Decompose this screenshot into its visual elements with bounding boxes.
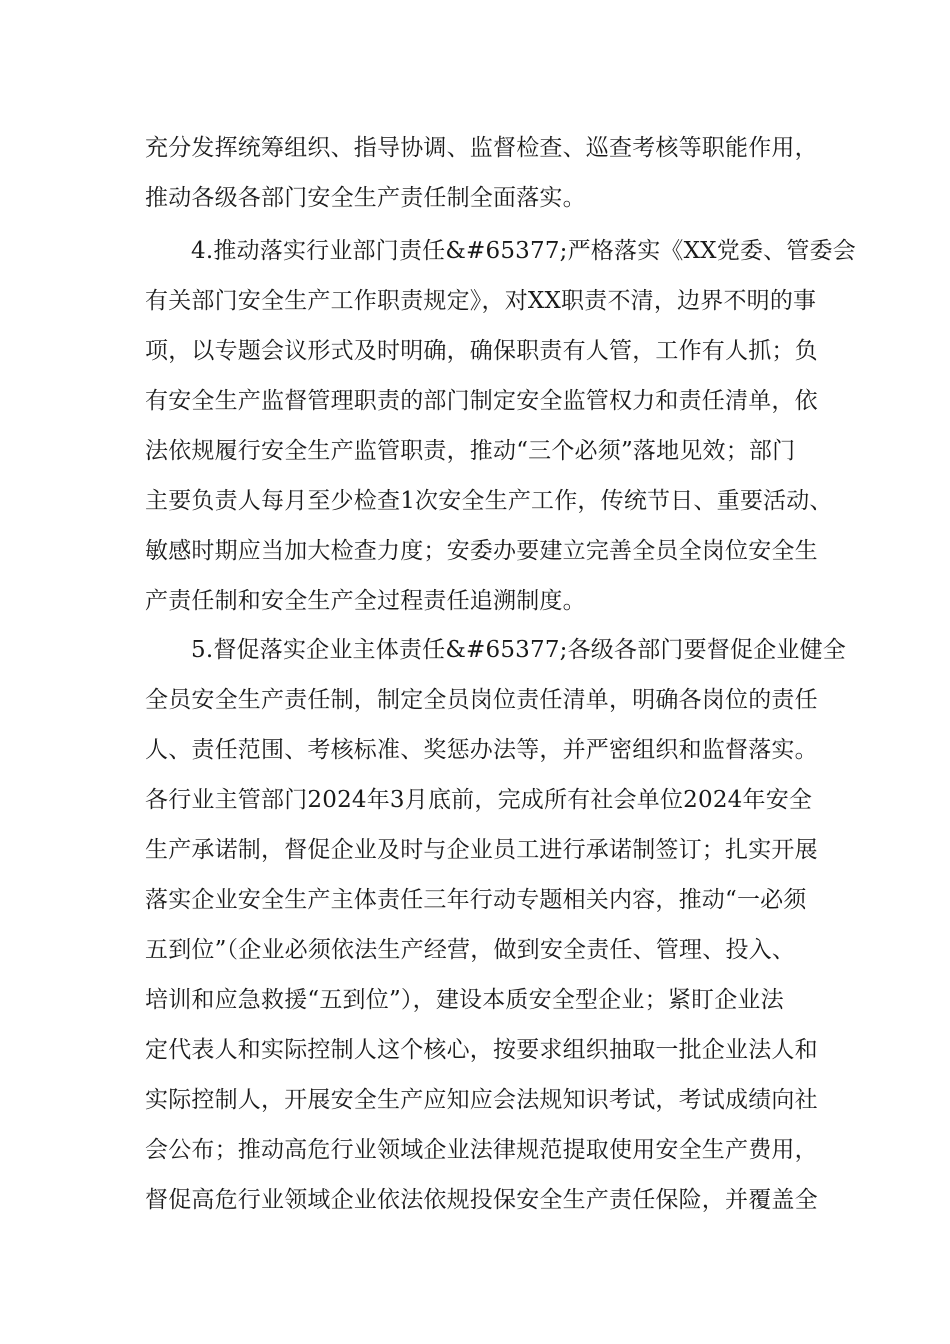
paragraph-4-heading-line: 4.推动落实行业部门责任&#65377;严格落实《XX党委、管委会 <box>191 238 856 264</box>
text-line: 督促高危行业领域企业依法依规投保安全生产责任保险，并覆盖全 <box>145 1187 818 1213</box>
text-line: 推动各级各部门安全生产责任制全面落实。 <box>145 185 586 211</box>
text-line: 敏感时期应当加大检查力度；安委办要建立完善全员全岗位安全生 <box>145 538 818 564</box>
text-line: 项，以专题会议形式及时明确，确保职责有人管，工作有人抓；负 <box>145 338 818 364</box>
paragraph-5-heading-line: 5.督促落实企业主体责任&#65377;各级各部门要督促企业健全 <box>191 637 847 663</box>
text-line: 五到位”（企业必须依法生产经营，做到安全责任、管理、投入、 <box>145 937 796 963</box>
text-line: 人、责任范围、考核标准、奖惩办法等，并严密组织和监督落实。 <box>145 737 818 763</box>
text-line: 落实企业安全生产主体责任三年行动专题相关内容，推动“一必须 <box>145 887 807 913</box>
text-line: 法依规履行安全生产监管职责，推动“三个必须”落地见效；部门 <box>145 438 796 464</box>
text-line: 培训和应急救援“五到位”），建设本质安全型企业；紧盯企业法 <box>145 987 784 1013</box>
text-line: 全员安全生产责任制，制定全员岗位责任清单，明确各岗位的责任 <box>145 687 818 713</box>
text-line: 有安全生产监督管理职责的部门制定安全监管权力和责任清单，依 <box>145 388 818 414</box>
text-line: 充分发挥统筹组织、指导协调、监督检查、巡查考核等职能作用， <box>145 135 818 161</box>
text-line: 会公布；推动高危行业领域企业法律规范提取使用安全生产费用， <box>145 1137 818 1163</box>
text-line: 生产承诺制，督促企业及时与企业员工进行承诺制签订；扎实开展 <box>145 837 818 863</box>
text-line: 实际控制人，开展安全生产应知应会法规知识考试，考试成绩向社 <box>145 1087 818 1113</box>
text-line: 有关部门安全生产工作职责规定》，对XX职责不清，边界不明的事 <box>145 288 817 314</box>
text-line: 各行业主管部门2024年3月底前，完成所有社会单位2024年安全 <box>145 787 813 813</box>
text-line: 定代表人和实际控制人这个核心，按要求组织抽取一批企业法人和 <box>145 1037 818 1063</box>
text-line: 产责任制和安全生产全过程责任追溯制度。 <box>145 588 586 614</box>
text-line: 主要负责人每月至少检查1次安全生产工作，传统节日、重要活动、 <box>145 488 833 514</box>
